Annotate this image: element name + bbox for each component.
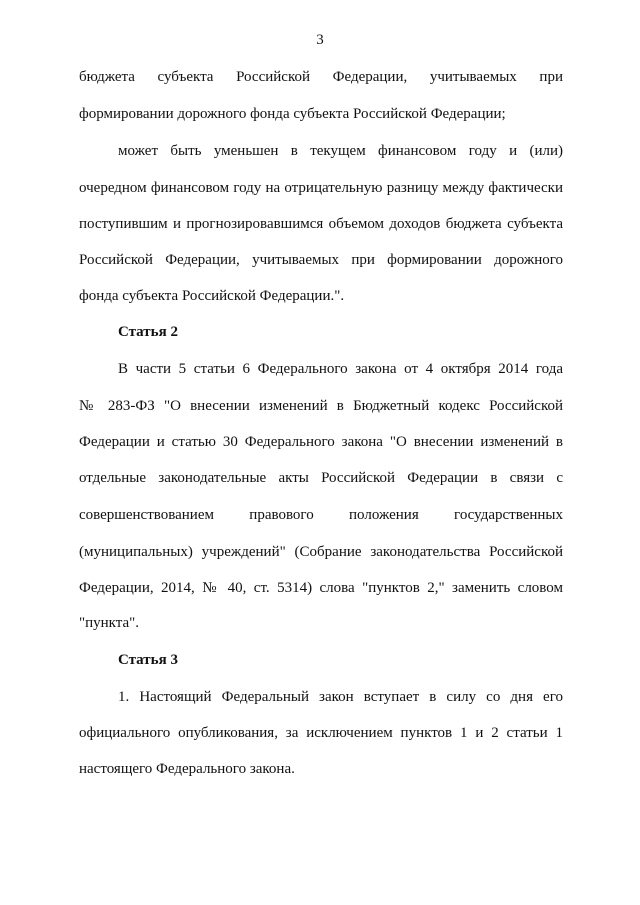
paragraph-line: очередном финансовом году на отрицательную разницу между фактически (79, 180, 563, 196)
article-heading: Статья 2 (118, 324, 178, 340)
paragraph-line: формировании дорожного фонда субъекта Российской Федерации; (79, 106, 506, 122)
paragraph-line: отдельные законодательные акты Российской Федерации в связи с (79, 470, 563, 486)
paragraph-line: официального опубликования, за исключением пунктов 1 и 2 статьи 1 (79, 725, 563, 741)
paragraph-line: Российской Федерации, учитываемых при формировании дорожного (79, 252, 563, 268)
paragraph-line: бюджета субъекта Российской Федерации, учитываемых при (79, 69, 563, 85)
paragraph-line: Федерации и статью 30 Федерального закона "О внесении изменений в (79, 434, 563, 450)
paragraph-line: "пункта". (79, 615, 140, 631)
paragraph-line: фонда субъекта Российской Федерации.". (79, 288, 345, 304)
paragraph-line: совершенствованием правового положения государственных (79, 507, 563, 523)
paragraph-line: В части 5 статьи 6 Федерального закона от 4 октября 2014 года (118, 361, 563, 377)
paragraph-line: (муниципальных) учреждений" (Собрание законодательства Российской (79, 544, 563, 560)
paragraph-line: Федерации, 2014, № 40, ст. 5314) слова "пунктов 2," заменить словом (79, 580, 563, 596)
paragraph-line: 1. Настоящий Федеральный закон вступает в силу со дня его (118, 689, 563, 705)
paragraph-line: № 283-ФЗ "О внесении изменений в Бюджетный кодекс Российской (79, 398, 563, 414)
article-heading: Статья 3 (118, 652, 178, 668)
paragraph-line: поступившим и прогнозировавшимся объемом доходов бюджета субъекта (79, 216, 563, 232)
page-number: 3 (316, 32, 324, 48)
paragraph-line: настоящего Федерального закона. (79, 761, 295, 777)
paragraph-line: может быть уменьшен в текущем финансовом году и (или) (118, 143, 563, 159)
